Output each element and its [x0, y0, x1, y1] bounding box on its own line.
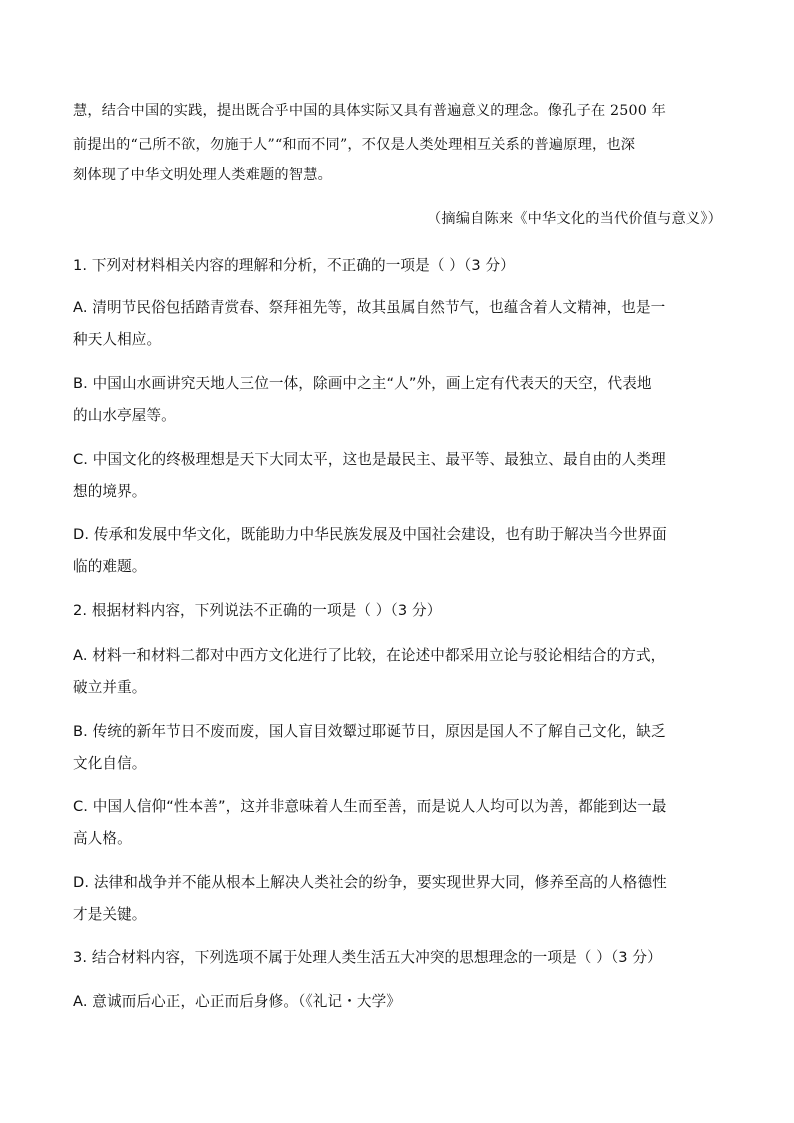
option-a-line1: A. 意诚而后心正，心正而后身修。（《礼记・大学》	[73, 993, 401, 1010]
passage-line: 前提出的“己所不欲，勿施于人”“和而不同”，不仅是人类处理相互关系的普遍原理，也深	[73, 137, 636, 153]
option-c-line2: 想的境界。	[73, 483, 147, 500]
passage-source: （摘编自陈来《中华文化的当代价值与意义》）	[426, 211, 722, 227]
option-d-line1: D. 传承和发展中华文化，既能助力中华民族发展及中国社会建设，也有助于解决当今世界面	[73, 526, 667, 543]
option-a-line1: A. 清明节民俗包括踏青赏春、祭拜祖先等，故其虽属自然节气，也蕴含着人文精神，也是一	[73, 299, 666, 316]
question-stem: 1. 下列对材料相关内容的理解和分析，不正确的一项是（ ）（3 分）	[73, 257, 515, 274]
question-stem: 2. 根据材料内容，下列说法不正确的一项是（ ）（3 分）	[73, 602, 442, 619]
option-c-line1: C. 中国人信仰“性本善”，这并非意味着人生而至善，而是说人人均可以为善，都能到达一最	[73, 798, 667, 815]
option-b-line2: 文化自信。	[73, 755, 147, 772]
option-d-line2: 才是关键。	[73, 906, 147, 923]
passage-line: 刻体现了中华文明处理人类难题的智慧。	[73, 167, 332, 183]
option-c-line2: 高人格。	[73, 830, 132, 847]
passage-line: 慧，结合中国的实践，提出既合乎中国的具体实际又具有普遍意义的理念。像孔子在 2500 年	[73, 103, 667, 119]
option-a-line1: A. 材料一和材料二都对中西方文化进行了比较，在论述中都采用立论与驳论相结合的方式，	[73, 647, 666, 664]
question-stem: 3. 结合材料内容，下列选项不属于处理人类生活五大冲突的思想理念的一项是（ ）（3 分）	[73, 949, 662, 966]
option-a-line2: 破立并重。	[73, 679, 147, 696]
option-d-line2: 临的难题。	[73, 558, 147, 575]
option-b-line2: 的山水亭屋等。	[73, 407, 176, 424]
option-a-line2: 种天人相应。	[73, 331, 162, 348]
option-c-line1: C. 中国文化的终极理想是天下大同太平，这也是最民主、最平等、最独立、最自由的人类理	[73, 451, 666, 468]
option-d-line1: D. 法律和战争并不能从根本上解决人类社会的纷争，要实现世界大同，修养至高的人格德性	[73, 874, 667, 891]
option-b-line1: B. 传统的新年节日不废而废，国人盲目效颦过耶诞节日，原因是国人不了解自己文化，缺乏	[73, 723, 666, 740]
option-b-line1: B. 中国山水画讲究天地人三位一体，除画中之主“人”外，画上定有代表天的天空，代表地	[73, 375, 652, 392]
